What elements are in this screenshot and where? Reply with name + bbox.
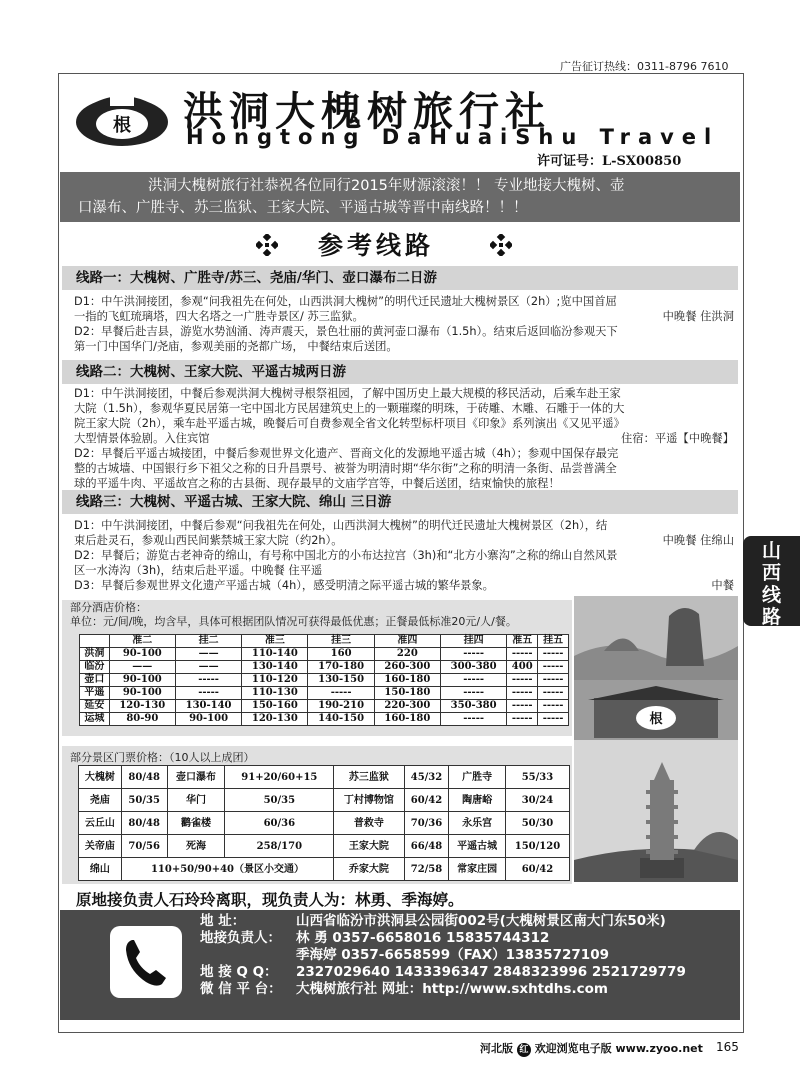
hotel-cell: -----: [507, 674, 538, 687]
hotel-cell: 90-100: [109, 674, 175, 687]
table-row: [80, 700, 569, 713]
hotel-cell: 260-300: [374, 661, 440, 674]
route-line: D2：早餐后平遥古城接团，中餐后参观世界文化遗产、晋商文化的发源地平遥古城（4h）；参观中国保存最完: [74, 447, 619, 460]
qq-row: 地 接 Q Q： 2327029640 1433396347 2848323996 2521729779: [200, 964, 686, 980]
route-line: 第一门中国华门/尧庙，参观美丽的尧都广场， 中餐结束后送团。: [74, 340, 398, 353]
table-row: [80, 713, 569, 726]
hotel-cell: 洪洞: [80, 648, 110, 661]
hotel-cell: 170-180: [308, 661, 374, 674]
hotel-cell: -----: [507, 700, 538, 713]
greeting-line-2: 口瀑布、广胜寺、苏三监狱、王家大院、平遥古城等晋中南线路！！！: [78, 200, 528, 216]
logo-char: 根: [113, 115, 131, 136]
ticket-cell: 苏三监狱: [334, 766, 404, 789]
hotel-header-cell: 准二: [109, 635, 175, 648]
svg-text:根: 根: [649, 712, 663, 727]
agency-name-en: Hongtong DaHuaiShu Travel: [186, 125, 720, 149]
ticket-cell: 丁村博物馆: [334, 789, 404, 812]
address-row: 地 址： 山西省临汾市洪洞县公园街002号(大槐树景区南大门东50米): [200, 913, 666, 929]
hotel-cell: 130-140: [242, 661, 308, 674]
ticket-cell: 大槐树: [79, 766, 122, 789]
page-number: 165: [716, 1040, 739, 1054]
hotel-cell: 110-120: [242, 674, 308, 687]
table-row: [79, 812, 570, 835]
table-row: [79, 835, 570, 858]
rock-landscape-photo: [574, 596, 738, 680]
route-line: D1：中午洪洞接团，参观“问我祖先在何处，山西洪洞大槐树”的明代迁民遗址大槐树景区（2h）;览中国首屈: [74, 295, 617, 308]
contact-details: [200, 913, 686, 998]
hotel-cell: 90-100: [109, 648, 175, 661]
route-line: 院王家大院（2h），乘车赴平遥古城，晚餐后可自费参观全省文化转型标杆项目《印象》系列演出《又见平遥》: [74, 417, 625, 430]
ticket-cell: 60/42: [404, 789, 449, 812]
responsible-notice: 原地接负责人石玲玲离职，现负责人为：林勇、季海婷。: [76, 891, 464, 909]
ticket-cell: 绵山: [79, 858, 122, 881]
hotel-cell: 140-150: [308, 713, 374, 726]
ticket-cell: 70/56: [121, 835, 167, 858]
hotel-cell: 90-100: [175, 713, 241, 726]
hotel-cell: 220-300: [374, 700, 440, 713]
hotel-cell: 运城: [80, 713, 110, 726]
ticket-price-title: 部分景区门票价格：（10人以上成团）: [70, 751, 255, 764]
diamond-decoration-icon: [490, 234, 512, 256]
footer-text: 欢迎浏览电子版 www.zyoo.net: [534, 1042, 703, 1055]
hotel-cell: 110-140: [242, 648, 308, 661]
hotel-cell: -----: [441, 687, 507, 700]
hotel-cell: 220: [374, 648, 440, 661]
route-2-title: 线路二：大槐树、王家大院、平遥古城两日游: [62, 360, 738, 384]
route-3-title: 线路三：大槐树、平遥古城、王家大院、绵山 三日游: [62, 490, 738, 514]
table-row: [79, 789, 570, 812]
ticket-cell: 150/120: [505, 835, 569, 858]
hotel-cell: ——: [109, 661, 175, 674]
hotel-cell: -----: [538, 687, 569, 700]
hotel-cell: -----: [538, 674, 569, 687]
ticket-cell: 80/48: [121, 812, 167, 835]
hotel-cell: -----: [175, 674, 241, 687]
hotel-cell: 130-150: [308, 674, 374, 687]
route-3-details: [74, 518, 734, 593]
route-line: 大院（1.5h），参观华夏民居第一宅中国北方民居建筑史上的一颗璀璨的明珠，于砖雕、木雕、石雕于一体的大: [74, 402, 625, 415]
hotel-cell: -----: [175, 687, 241, 700]
route-note: 住宿：平遥【中晚餐】: [621, 432, 734, 445]
hotel-cell: 160-180: [374, 674, 440, 687]
hotel-cell: 90-100: [109, 687, 175, 700]
hotel-header-cell: 准五: [507, 635, 538, 648]
hotel-cell: 150-180: [374, 687, 440, 700]
phone-icon: [110, 926, 182, 998]
ad-hotline: 广告征订热线：0311-8796 7610: [560, 60, 729, 73]
ticket-cell: 乔家大院: [334, 858, 404, 881]
hotel-cell: 300-380: [441, 661, 507, 674]
hotel-cell: -----: [308, 687, 374, 700]
hotel-cell: 临汾: [80, 661, 110, 674]
hotel-cell: -----: [441, 713, 507, 726]
table-row: [80, 661, 569, 674]
route-line: 住宿：平遥【中晚餐】 大型情景体验剧。入住宾馆: [74, 432, 734, 445]
route-note: 中餐: [711, 579, 734, 592]
section-title: 参考线路: [318, 231, 435, 260]
route-line: D2：早餐后赴吉县，游览水势汹涌、涛声震天，景色壮丽的黄河壶口瀑布（1.5h）。结束后返回临汾参观天下: [74, 325, 618, 338]
route-line: 区一水涛沟（3h)，结束后赴平遥。中晚餐 住平遥: [74, 564, 323, 577]
qq-value: 2327029640 1433396347 2848323996 2521729779: [296, 964, 686, 980]
greeting-line-1: 洪洞大槐树旅行社恭祝各位同行2015年财源滚滚！！ 专业地接大槐树、壶: [148, 178, 625, 194]
ticket-cell: 50/35: [225, 789, 334, 812]
ticket-cell: 平遥古城: [449, 835, 506, 858]
hotel-cell: -----: [538, 661, 569, 674]
table-row: [80, 648, 569, 661]
table-row: [80, 687, 569, 700]
ticket-cell: 常家庄园: [449, 858, 506, 881]
ticket-cell: 死海: [167, 835, 225, 858]
ticket-cell: 鹳雀楼: [167, 812, 225, 835]
hotel-cell: -----: [538, 700, 569, 713]
route-1-details: [74, 294, 734, 354]
hotel-cell: ——: [175, 661, 241, 674]
ticket-cell: 50/35: [121, 789, 167, 812]
address-value: 山西省临汾市洪洞县公园街002号(大槐树景区南大门东50米): [296, 913, 666, 929]
ticket-price-table: [78, 765, 570, 881]
route-line: 整的古城墙、中国银行乡下祖父之称的日升昌票号、被誉为明清时期“华尔街”之称的明清一条街、品尝普满全: [74, 462, 617, 475]
hotel-cell: -----: [441, 674, 507, 687]
hotel-cell: 190-210: [308, 700, 374, 713]
route-line: 中餐 D3：早餐后参观世界文化遗产平遥古城（4h），感受明清之际平遥古城的繁华景象。: [74, 579, 734, 592]
hotel-price-heading: [70, 601, 517, 629]
hotel-cell: 120-130: [109, 700, 175, 713]
travel-agency-logo: [74, 86, 170, 148]
route-line: 中晚餐 住绵山 束后赴灵石，参观山西民间紫禁城王家大院（约2h）。: [74, 534, 734, 547]
ticket-cell: 110+50/90+40（景区小交通）: [121, 858, 333, 881]
route-line: 球的平遥牛肉、平遥故宫之称的古县衙、现存最早的文庙学宫等，中餐后送团，结束愉快的旅程！: [74, 477, 560, 490]
footer-badge: 红: [517, 1043, 531, 1057]
hotel-title: 部分酒店价格：: [70, 601, 147, 614]
person2-row: [200, 947, 686, 964]
person-row: 地接负责人： 林 勇 0357-6658016 15835744312: [200, 930, 550, 946]
route-line: D1：中午洪洞接团，中餐后参观洪洞大槐树寻根祭祖园，了解中国历史上最大规模的移民活动，后乘车赴王家: [74, 387, 621, 400]
route-line: D2：早餐后；游览古老神奇的绵山，有号称中国北方的小布达拉宫（3h)和“北方小寨沟”之称的绵山自然风景: [74, 549, 618, 562]
hotel-cell: -----: [538, 713, 569, 726]
hotel-header-cell: 挂三: [308, 635, 374, 648]
route-note: 中晚餐 住绵山: [662, 534, 734, 547]
hotel-price-table: [79, 634, 569, 726]
hotel-cell: 400: [507, 661, 538, 674]
hotel-header-cell: 挂四: [441, 635, 507, 648]
ticket-cell: 华门: [167, 789, 225, 812]
hotel-header-cell: 挂五: [538, 635, 569, 648]
ticket-cell: 普救寺: [334, 812, 404, 835]
ticket-cell: 55/33: [505, 766, 569, 789]
hotel-cell: -----: [507, 648, 538, 661]
person1-value: 林 勇 0357-6658016 15835744312: [296, 930, 550, 946]
ticket-cell: 关帝庙: [79, 835, 122, 858]
ticket-cell: 80/48: [121, 766, 167, 789]
hotel-cell: 80-90: [109, 713, 175, 726]
ticket-cell: 尧庙: [79, 789, 122, 812]
ticket-cell: 60/36: [225, 812, 334, 835]
greeting-banner: [60, 172, 740, 222]
hotel-header-cell: 准三: [242, 635, 308, 648]
ticket-cell: 30/24: [505, 789, 569, 812]
ticket-cell: 258/170: [225, 835, 334, 858]
diamond-decoration-icon: [256, 234, 278, 256]
hotel-cell: 350-380: [441, 700, 507, 713]
ticket-cell: 91+20/60+15: [225, 766, 334, 789]
hotel-cell: 平遥: [80, 687, 110, 700]
ticket-cell: 云丘山: [79, 812, 122, 835]
hotel-header-cell: 挂二: [175, 635, 241, 648]
hotel-header-cell: 准四: [374, 635, 440, 648]
gate-photo: [574, 680, 738, 740]
wechat-value: 大槐树旅行社 网址：http://www.sxhtdhs.com: [296, 981, 608, 997]
ticket-cell: 永乐宫: [449, 812, 506, 835]
wechat-row: 微 信 平 台： 大槐树旅行社 网址：http://www.sxhtdhs.com: [200, 981, 608, 997]
table-row: [79, 858, 570, 881]
ticket-cell: 壶口瀑布: [167, 766, 225, 789]
hotel-cell: -----: [507, 713, 538, 726]
hotel-cell: 壶口: [80, 674, 110, 687]
hotel-cell: 160-180: [374, 713, 440, 726]
route-2-details: [74, 386, 734, 491]
route-line: 中晚餐 住洪洞 一指的飞虹琉璃塔，四大名塔之一广胜寺景区/ 苏三监狱。: [74, 310, 734, 323]
route-line: D1：中午洪洞接团，中餐后参观“问我祖先在何处，山西洪洞大槐树”的明代迁民遗址大槐树景区（2h），结: [74, 519, 608, 532]
license-number: 许可证号：L-SX00850: [537, 154, 682, 169]
hotel-cell: 110-130: [242, 687, 308, 700]
hotel-cell: -----: [441, 648, 507, 661]
ticket-cell: 60/42: [505, 858, 569, 881]
hotel-cell: 延安: [80, 700, 110, 713]
hotel-cell: 160: [308, 648, 374, 661]
person2-value: 季海婷 0357-6658599（FAX）13835727109: [296, 947, 609, 963]
ticket-cell: 70/36: [404, 812, 449, 835]
footer-edition: 河北版: [480, 1042, 513, 1055]
table-row: [79, 766, 570, 789]
ticket-cell: 72/58: [404, 858, 449, 881]
ticket-cell: 66/48: [404, 835, 449, 858]
table-row: [80, 674, 569, 687]
footer: [480, 1040, 703, 1057]
hotel-cell: 120-130: [242, 713, 308, 726]
ticket-cell: 45/32: [404, 766, 449, 789]
hotel-cell: ——: [175, 648, 241, 661]
ticket-cell: 王家大院: [334, 835, 404, 858]
ticket-cell: 广胜寺: [449, 766, 506, 789]
route-1-title: 线路一：大槐树、广胜寺/苏三、尧庙/华门、壶口瀑布二日游: [62, 266, 738, 290]
agency-name-cn: 洪洞大槐树旅行社: [183, 89, 551, 135]
route-note: 中晚餐 住洪洞: [662, 310, 734, 323]
pagoda-photo: [574, 740, 738, 882]
hotel-note: 单位：元/间/晚，均含早，具体可根据团队情况可获得最低优惠；正餐最低标准20元/人/餐。: [70, 615, 517, 628]
ticket-cell: 50/30: [505, 812, 569, 835]
hotel-cell: 150-160: [242, 700, 308, 713]
hotel-header-cell: [80, 635, 110, 648]
hotel-cell: -----: [538, 648, 569, 661]
hotel-cell: -----: [507, 687, 538, 700]
section-side-tab: 山 西 线 路: [743, 536, 800, 626]
ticket-cell: 陶唐峪: [449, 789, 506, 812]
hotel-cell: 130-140: [175, 700, 241, 713]
